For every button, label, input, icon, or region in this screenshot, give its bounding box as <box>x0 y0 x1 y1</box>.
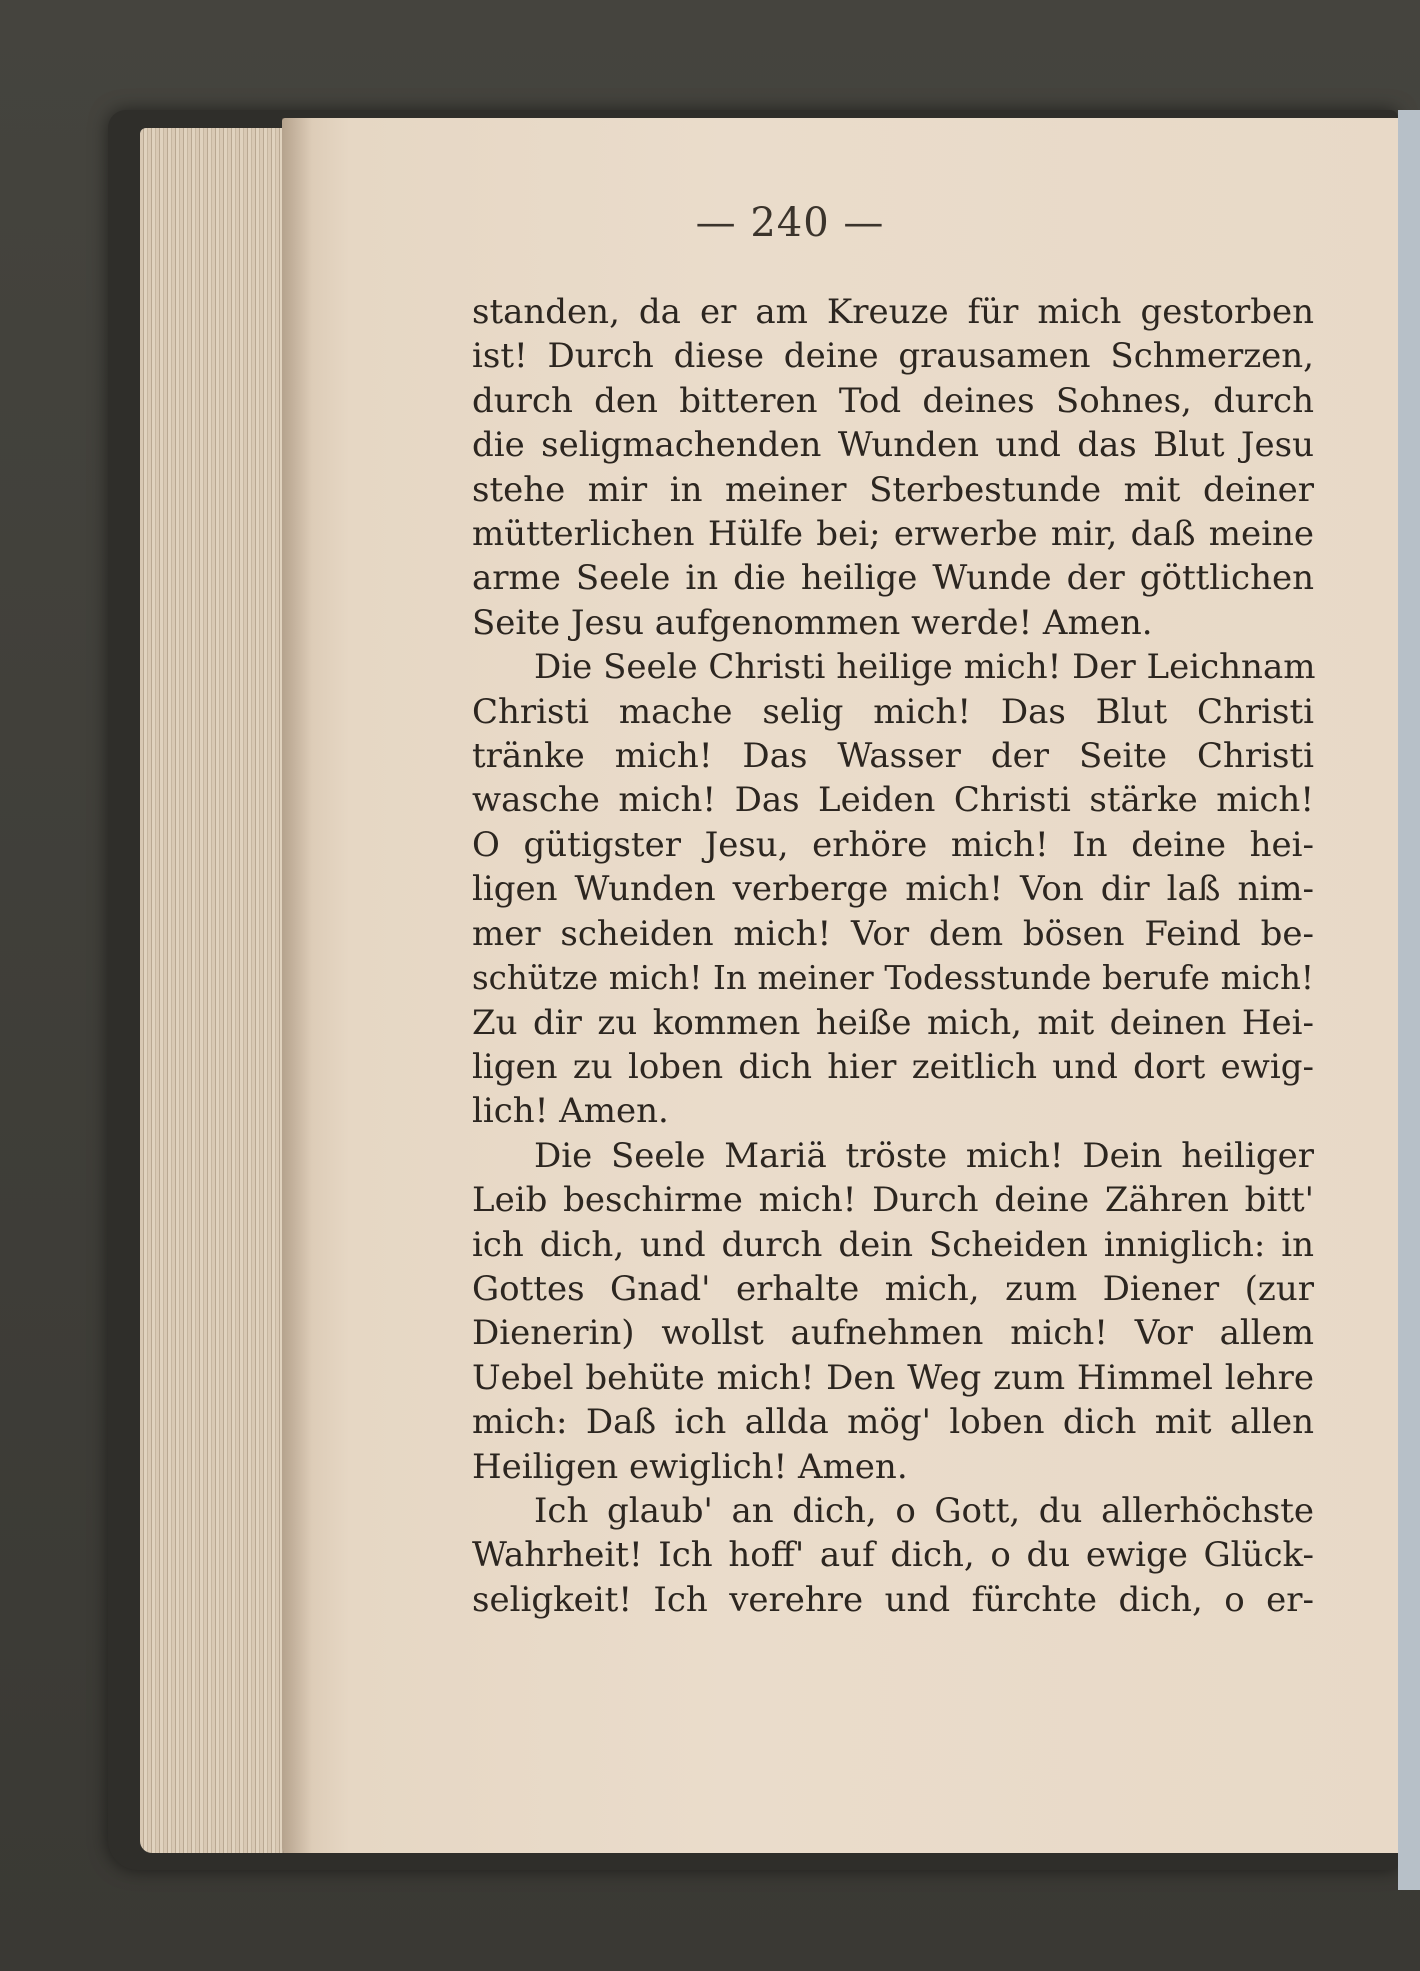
text-line: mich: Daß ich allda mög' loben dich mit allen <box>472 1402 1314 1443</box>
text-line: arme Seele in die heilige Wunde der göttlichen <box>472 558 1314 599</box>
text-line: Zu dir zu kommen heiße mich, mit deinen Hei- <box>472 1002 1314 1043</box>
text-line: Dienerin) wollst aufnehmen mich! Vor allem <box>472 1313 1314 1354</box>
text-line: ligen zu loben dich hier zeitlich und dort ewig- <box>472 1046 1314 1087</box>
text-line: standen, da er am Kreuze für mich gestorben <box>472 292 1314 332</box>
text-line: Seite Jesu aufgenommen werde! Amen. <box>472 602 1153 643</box>
page-edges <box>140 128 300 1853</box>
text-line: O gütigster Jesu, erhöre mich! In deine hei- <box>472 824 1314 865</box>
text-line: Wahrheit! Ich hoff' auf dich, o du ewige Glück- <box>472 1535 1314 1576</box>
scan-background-strip <box>1398 110 1420 1890</box>
text-line: tränke mich! Das Wasser der Seite Christi <box>472 736 1314 777</box>
text-line: Uebel behüte mich! Den Weg zum Himmel lehre <box>472 1357 1314 1398</box>
text-line: seligkeit! Ich verehre und fürchte dich, o er- <box>472 1579 1314 1620</box>
text-line: Heiligen ewiglich! Amen. <box>472 1446 908 1487</box>
text-line: ich dich, und durch dein Scheiden inniglich: in <box>472 1224 1314 1265</box>
text-line: schütze mich! In meiner Todesstunde berufe mich! <box>472 959 1314 998</box>
text-line: stehe mir in meiner Sterbestunde mit deiner <box>472 469 1314 510</box>
text-line: ligen Wunden verberge mich! Von dir laß nim- <box>472 869 1314 910</box>
text-line: Die Seele Mariä tröste mich! Dein heiliger <box>534 1135 1314 1176</box>
text-line: die seligmachenden Wunden und das Blut Jesu <box>472 425 1314 466</box>
text-line: durch den bitteren Tod deines Sohnes, durch <box>472 380 1314 421</box>
text-line: Gottes Gnad' erhalte mich, zum Diener (zur <box>472 1268 1314 1309</box>
page-number: — 240 — <box>695 200 885 246</box>
text-line: wasche mich! Das Leiden Christi stärke mich! <box>472 780 1314 821</box>
body-text <box>472 290 1314 1622</box>
text-line: Christi mache selig mich! Das Blut Christi <box>472 691 1314 732</box>
text-line: Leib beschirme mich! Durch deine Zähren bitt' <box>472 1180 1314 1221</box>
text-line: mütterlichen Hülfe bei; erwerbe mir, daß meine <box>472 514 1314 555</box>
text-line: Ich glaub' an dich, o Gott, du allerhöchste <box>534 1490 1314 1531</box>
page-gutter-shadow <box>282 118 312 1853</box>
text-line: ist! Durch diese deine grausamen Schmerzen, <box>472 336 1314 377</box>
text-line: Die Seele Christi heilige mich! Der Leichnam <box>534 647 1316 688</box>
text-line: mer scheiden mich! Vor dem bösen Feind be- <box>472 913 1314 954</box>
text-line: lich! Amen. <box>472 1091 669 1132</box>
